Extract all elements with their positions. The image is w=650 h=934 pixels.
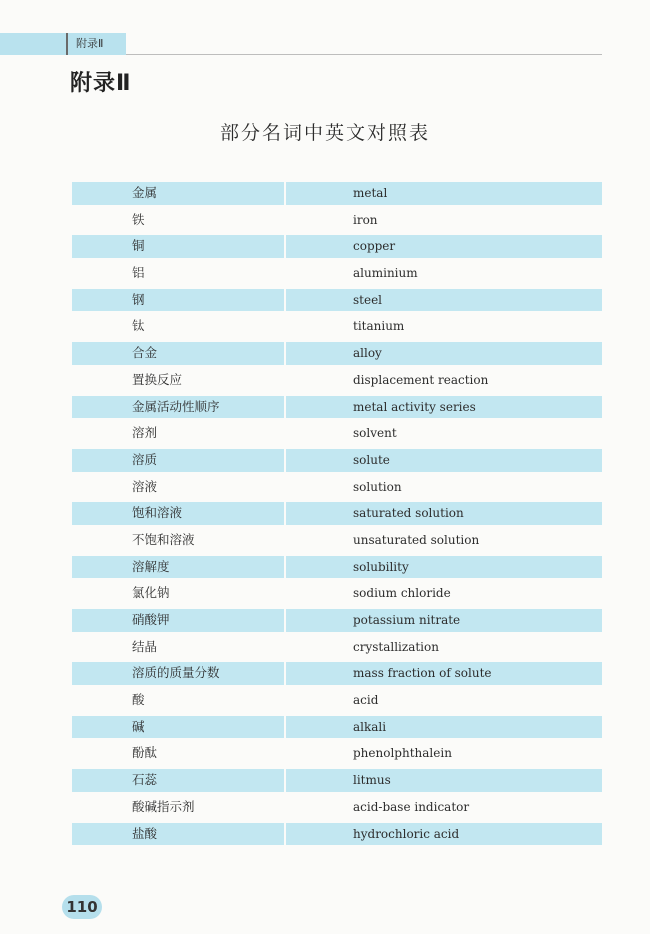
- term-chinese: 石蕊: [72, 769, 284, 792]
- header-band: [0, 33, 66, 55]
- term-chinese: 碱: [72, 716, 284, 739]
- table-row: [72, 394, 602, 421]
- table-row: [72, 554, 602, 581]
- term-chinese: 氯化钠: [132, 585, 170, 601]
- table-row: [72, 500, 602, 527]
- header-tab: 附录Ⅱ: [66, 33, 126, 55]
- term-english: solubility: [286, 556, 602, 579]
- term-chinese: 不饱和溶液: [132, 531, 195, 547]
- term-chinese: 置换反应: [132, 371, 183, 387]
- term-english: metal: [286, 182, 602, 205]
- table-title: 部分名词中英文对照表: [219, 122, 430, 144]
- term-english: acid: [353, 693, 379, 708]
- term-english: potassium nitrate: [286, 609, 602, 632]
- term-chinese: 结晶: [132, 638, 158, 654]
- table-row: [72, 527, 602, 554]
- term-chinese: 溶液: [132, 478, 158, 494]
- table-row: [72, 821, 602, 848]
- table-row: [72, 340, 602, 367]
- table-row: [72, 607, 602, 634]
- term-chinese: 铁: [132, 211, 145, 227]
- term-english: hydrochloric acid: [286, 823, 602, 846]
- appendix-title: 附录Ⅱ: [70, 71, 132, 96]
- table-row: [72, 313, 602, 340]
- term-english: alloy: [286, 342, 602, 365]
- table-row: [72, 367, 602, 394]
- term-english: titanium: [353, 319, 405, 334]
- term-chinese: 酸: [132, 692, 145, 708]
- table-row: [72, 740, 602, 767]
- term-chinese: 溶解度: [72, 556, 284, 579]
- term-english: alkali: [286, 716, 602, 739]
- table-row: [72, 634, 602, 661]
- table-row: [72, 474, 602, 501]
- table-row: [72, 660, 602, 687]
- term-english: solute: [286, 449, 602, 472]
- term-english: copper: [286, 235, 602, 258]
- table-row: [72, 687, 602, 714]
- term-english: crystallization: [353, 639, 439, 654]
- table-row: [72, 207, 602, 234]
- term-chinese: 酚酞: [132, 745, 158, 761]
- table-row: [72, 767, 602, 794]
- term-chinese: 溶剂: [132, 425, 158, 441]
- table-row: [72, 260, 602, 287]
- table-row: [72, 420, 602, 447]
- table-row: [72, 794, 602, 821]
- table-row: [72, 580, 602, 607]
- term-chinese: 铝: [132, 265, 145, 281]
- term-chinese: 盐酸: [72, 823, 284, 846]
- term-english: mass fraction of solute: [286, 662, 602, 685]
- term-english: phenolphthalein: [353, 746, 452, 761]
- term-english: solvent: [353, 426, 397, 441]
- term-english: steel: [286, 289, 602, 312]
- term-english: sodium chloride: [353, 586, 451, 601]
- table-row: [72, 180, 602, 207]
- term-english: solution: [353, 479, 402, 494]
- term-chinese: 溶质: [72, 449, 284, 472]
- term-english: litmus: [286, 769, 602, 792]
- term-english: iron: [353, 212, 378, 227]
- term-english: acid-base indicator: [353, 799, 470, 814]
- term-chinese: 钢: [72, 289, 284, 312]
- term-english: aluminium: [353, 266, 418, 281]
- term-chinese: 合金: [72, 342, 284, 365]
- term-english: displacement reaction: [353, 372, 489, 387]
- table-row: [72, 714, 602, 741]
- term-chinese: 溶质的质量分数: [72, 662, 284, 685]
- term-chinese: 饱和溶液: [72, 502, 284, 525]
- term-chinese: 酸碱指示剂: [132, 798, 195, 814]
- term-english: saturated solution: [286, 502, 602, 525]
- term-chinese: 金属: [72, 182, 284, 205]
- table-row: [72, 233, 602, 260]
- table-row: [72, 447, 602, 474]
- glossary-table: [72, 180, 602, 847]
- term-chinese: 钛: [132, 318, 145, 334]
- term-chinese: 硝酸钾: [72, 609, 284, 632]
- term-english: metal activity series: [286, 396, 602, 419]
- table-row: [72, 287, 602, 314]
- term-chinese: 铜: [72, 235, 284, 258]
- header-divider: [126, 54, 602, 55]
- term-chinese: 金属活动性顺序: [72, 396, 284, 419]
- term-english: unsaturated solution: [353, 532, 480, 547]
- page-number: 110: [62, 895, 102, 919]
